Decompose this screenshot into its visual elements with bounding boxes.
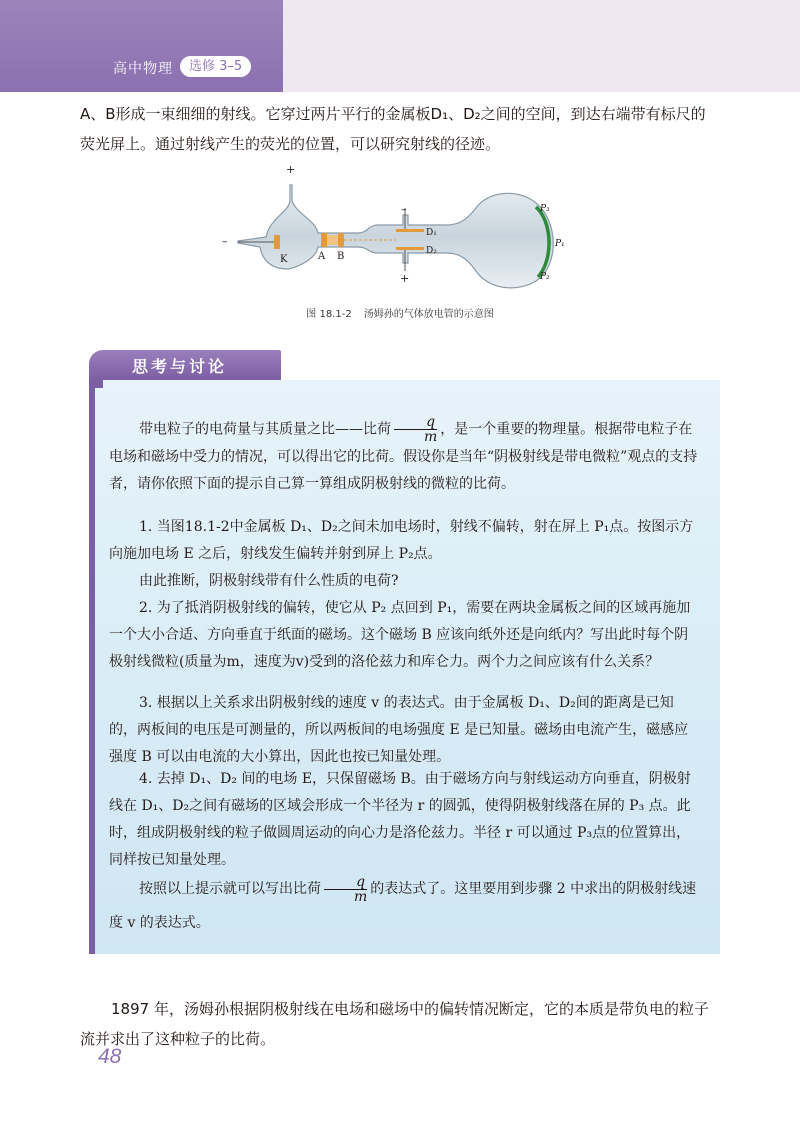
page-number: 48 bbox=[98, 1045, 122, 1068]
hint-item-1: 1. 当图18.1-2中金属板 D₁、D₂之间未加电场时，射线不偏转，射在屏上 P₁点。按图示方向施加电场 E 之后，射线发生偏转并射到屏上 P₂点。 bbox=[109, 519, 694, 562]
fraction-denominator: m bbox=[424, 429, 438, 445]
discussion-intro bbox=[109, 415, 701, 498]
label-P3: P₃ bbox=[540, 204, 550, 214]
label-P1: P₁ bbox=[555, 239, 565, 249]
label-P2: P₂ bbox=[540, 272, 550, 282]
conclusion-paragraph: 1897 年，汤姆孙根据阴极射线在电场和磁场中的偏转情况断定，它的本质是带负电的粒子流并求出了这种粒子的比荷。 bbox=[80, 1000, 709, 1048]
fraction-numerator: q bbox=[394, 415, 437, 430]
label-plus-bottom: + bbox=[400, 272, 410, 285]
label-minus-left: – bbox=[222, 235, 228, 248]
intro-paragraph: A、B形成一束细细的射线。它穿过两片平行的金属板D₁、D₂之间的空间，到达右端带有标尺的荧光屏上。通过射线产生的荧光的位置，可以研究射线的径迹。 bbox=[80, 105, 706, 153]
label-D2: D₂ bbox=[426, 246, 437, 256]
figure-caption-text: 汤姆孙的气体放电管的示意图 bbox=[363, 309, 494, 320]
closing-text-b: 的表达式了。这里要用到步骤 2 中求出的阴极射线速度 v 的表达式。 bbox=[109, 881, 697, 931]
label-plus-top: + bbox=[286, 163, 296, 176]
charge-mass-fraction-2 bbox=[324, 875, 367, 904]
plate-D2 bbox=[396, 247, 424, 250]
label-minus-top: – bbox=[401, 203, 407, 216]
discussion-tab bbox=[89, 350, 281, 380]
label-A: A bbox=[318, 251, 326, 262]
discharge-tube-figure bbox=[218, 163, 570, 290]
discussion-closing bbox=[109, 872, 701, 940]
label-B: B bbox=[337, 251, 345, 262]
hint-item-2: 2. 为了抵消阴极射线的偏转，使它从 P₂ 点回到 P₁，需要在两块金属板之间的区域再施加一个大小合适、方向垂直于纸面的磁场。这个磁场 B 应该向纸外还是向纸内？写出此时每个阴极射线微粒(质量为m，速度为v)受到的洛伦兹力和库仑力。两个力之间应该有什么关系？ bbox=[109, 600, 691, 670]
header-band-light bbox=[283, 0, 800, 92]
hint-item-4: 4. 去掉 D₁、D₂ 间的电场 E，只保留磁场 B。由于磁场方向与射线运动方向垂直，阴极射线在 D₁、D₂之间有磁场的区域会形成一个半径为 r 的圆弧，使得阴极射线落在屏的 P₃ 点。此时，组成阴极射线的粒子做圆周运动的向心力是洛伦兹力。半径 r 可以通过 P₃点的位置算出，同样按已知量处理。 bbox=[109, 771, 691, 868]
volume-badge: 选修 3–5 bbox=[180, 56, 251, 77]
discussion-title: 思考与讨论 bbox=[132, 357, 228, 376]
hint-item-1-question: 由此推断，阴极射线带有什么性质的电荷? bbox=[139, 573, 399, 589]
label-D1: D₁ bbox=[426, 228, 437, 238]
book-title: 高中物理 bbox=[113, 61, 173, 77]
anode-A bbox=[321, 233, 327, 247]
label-K: K bbox=[280, 254, 288, 265]
figure-caption-number: 图 18.1-2 bbox=[306, 309, 352, 320]
charge-mass-fraction bbox=[394, 415, 437, 444]
anode-B bbox=[338, 233, 344, 247]
tube-outline bbox=[238, 185, 553, 288]
cathode-K bbox=[274, 235, 280, 249]
fraction-numerator-2: q bbox=[324, 875, 367, 890]
fraction-denominator-2: m bbox=[354, 888, 368, 905]
intro-text-a: 带电粒子的电荷量与其质量之比——比荷 bbox=[139, 421, 391, 438]
plate-D1 bbox=[396, 229, 424, 232]
figure-caption bbox=[0, 305, 800, 320]
header-band bbox=[0, 0, 283, 92]
intro-text-b: ，是一个重要的物理量。根据带电粒子在电场和磁场中受力的情况，可以得出它的比荷。假设你是当年“阴极射线是带电微粒”观点的支持者，请你依照下面的提示自己算一算组成阴极射线的微粒的比荷。 bbox=[109, 421, 698, 492]
closing-text-a: 按照以上提示就可以写出比荷 bbox=[139, 881, 321, 897]
hint-item-3: 3. 根据以上关系求出阴极射线的速度 v 的表达式。由于金属板 D₁、D₂间的距离是已知的，两板间的电压是可测量的，所以两板间的电场强度 E 是已知量。磁场由电流产生，磁感应强度 B 可以由电流的大小算出，因此也按已知量处理。 bbox=[109, 695, 689, 765]
